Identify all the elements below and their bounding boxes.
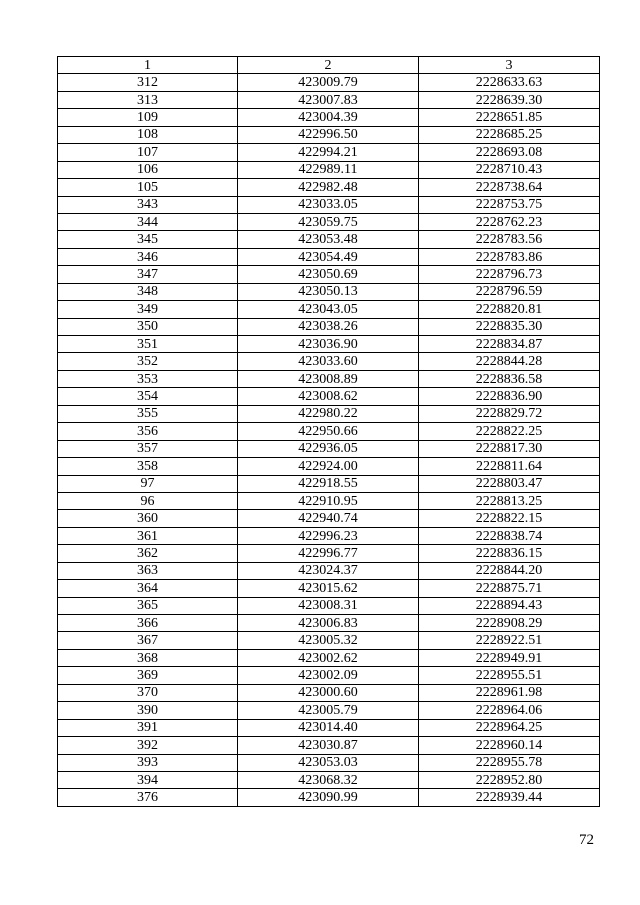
table-cell: 2228955.78	[419, 754, 600, 771]
table-cell: 423008.89	[238, 370, 419, 387]
table-row	[58, 649, 600, 666]
table-row	[58, 353, 600, 370]
table-row	[58, 266, 600, 283]
table-cell: 354	[58, 388, 238, 405]
table-cell: 2228783.56	[419, 231, 600, 248]
table-cell: 2228961.98	[419, 684, 600, 701]
table-cell: 2228838.74	[419, 527, 600, 544]
table-cell: 392	[58, 737, 238, 754]
table-row	[58, 91, 600, 108]
table-cell: 423005.79	[238, 702, 419, 719]
table-row	[58, 126, 600, 143]
table-cell: 423000.60	[238, 684, 419, 701]
table-row	[58, 615, 600, 632]
table-row	[58, 754, 600, 771]
table-cell: 2228633.63	[419, 74, 600, 91]
table-cell: 2228922.51	[419, 632, 600, 649]
table-cell: 376	[58, 789, 238, 806]
table-cell: 422989.11	[238, 161, 419, 178]
table-cell: 347	[58, 266, 238, 283]
table-cell: 108	[58, 126, 238, 143]
table-row	[58, 527, 600, 544]
table-cell: 2228710.43	[419, 161, 600, 178]
table-cell: 423002.09	[238, 667, 419, 684]
table-cell: 96	[58, 492, 238, 509]
table-cell: 393	[58, 754, 238, 771]
table-row	[58, 580, 600, 597]
table-row	[58, 475, 600, 492]
table-row	[58, 301, 600, 318]
table-cell: 422980.22	[238, 405, 419, 422]
table-cell: 357	[58, 440, 238, 457]
table-cell: 360	[58, 510, 238, 527]
table-cell: 107	[58, 144, 238, 161]
table-cell: 361	[58, 527, 238, 544]
table-cell: 2228820.81	[419, 301, 600, 318]
table-cell: 367	[58, 632, 238, 649]
table-cell: 370	[58, 684, 238, 701]
table-row	[58, 684, 600, 701]
table-row	[58, 458, 600, 475]
table-cell: 109	[58, 109, 238, 126]
table-row	[58, 144, 600, 161]
table-cell: 313	[58, 91, 238, 108]
table-row	[58, 283, 600, 300]
table-cell: 423090.99	[238, 789, 419, 806]
table-cell: 2228803.47	[419, 475, 600, 492]
table-cell: 2228964.06	[419, 702, 600, 719]
table-row	[58, 789, 600, 806]
table-cell: 351	[58, 336, 238, 353]
table-body	[58, 57, 600, 807]
table-cell: 422982.48	[238, 179, 419, 196]
table-row	[58, 213, 600, 230]
table-row	[58, 667, 600, 684]
table-cell: 422924.00	[238, 458, 419, 475]
column-header: 1	[58, 57, 238, 74]
table-cell: 2228952.80	[419, 771, 600, 788]
table-cell: 2228829.72	[419, 405, 600, 422]
table-row	[58, 423, 600, 440]
table-row	[58, 702, 600, 719]
table-cell: 422950.66	[238, 423, 419, 440]
table-cell: 2228817.30	[419, 440, 600, 457]
table-cell: 2228894.43	[419, 597, 600, 614]
table-cell: 2228651.85	[419, 109, 600, 126]
table-row	[58, 74, 600, 91]
table-cell: 369	[58, 667, 238, 684]
table-row	[58, 231, 600, 248]
table-cell: 106	[58, 161, 238, 178]
table-cell: 2228762.23	[419, 213, 600, 230]
table-cell: 352	[58, 353, 238, 370]
table-cell: 422910.95	[238, 492, 419, 509]
table-cell: 2228939.44	[419, 789, 600, 806]
table-cell: 422994.21	[238, 144, 419, 161]
table-cell: 423009.79	[238, 74, 419, 91]
table-row	[58, 336, 600, 353]
table-cell: 358	[58, 458, 238, 475]
table-cell: 356	[58, 423, 238, 440]
table-cell: 423014.40	[238, 719, 419, 736]
table-cell: 368	[58, 649, 238, 666]
table-cell: 364	[58, 580, 238, 597]
table-row	[58, 405, 600, 422]
table-cell: 423043.05	[238, 301, 419, 318]
table-cell: 422996.23	[238, 527, 419, 544]
table-row	[58, 719, 600, 736]
table-cell: 423059.75	[238, 213, 419, 230]
table-cell: 423007.83	[238, 91, 419, 108]
table-cell: 422936.05	[238, 440, 419, 457]
table-cell: 423050.69	[238, 266, 419, 283]
table-row	[58, 492, 600, 509]
table-cell: 355	[58, 405, 238, 422]
table-row	[58, 370, 600, 387]
table-row	[58, 179, 600, 196]
table-cell: 423015.62	[238, 580, 419, 597]
page-number: 72	[579, 832, 594, 848]
table-cell: 2228844.20	[419, 562, 600, 579]
table-cell: 423008.31	[238, 597, 419, 614]
table-row	[58, 597, 600, 614]
table-cell: 2228811.64	[419, 458, 600, 475]
column-header: 3	[419, 57, 600, 74]
table-row	[58, 388, 600, 405]
table-cell: 2228836.15	[419, 545, 600, 562]
table-row	[58, 248, 600, 265]
table-cell: 423038.26	[238, 318, 419, 335]
table-row	[58, 632, 600, 649]
table-row	[58, 440, 600, 457]
table-cell: 2228844.28	[419, 353, 600, 370]
table-cell: 2228955.51	[419, 667, 600, 684]
column-header: 2	[238, 57, 419, 74]
table-row	[58, 771, 600, 788]
table-cell: 422996.50	[238, 126, 419, 143]
table-cell: 423054.49	[238, 248, 419, 265]
table-cell: 97	[58, 475, 238, 492]
table-cell: 390	[58, 702, 238, 719]
table-cell: 350	[58, 318, 238, 335]
table-cell: 362	[58, 545, 238, 562]
table-row	[58, 196, 600, 213]
table-cell: 105	[58, 179, 238, 196]
table-cell: 423033.05	[238, 196, 419, 213]
table-cell: 2228836.58	[419, 370, 600, 387]
table-cell: 394	[58, 771, 238, 788]
table-cell: 366	[58, 615, 238, 632]
table-cell: 365	[58, 597, 238, 614]
table-cell: 2228813.25	[419, 492, 600, 509]
table-cell: 348	[58, 283, 238, 300]
table-cell: 345	[58, 231, 238, 248]
table-cell: 353	[58, 370, 238, 387]
table-row	[58, 545, 600, 562]
table-cell: 423053.48	[238, 231, 419, 248]
table-cell: 423004.39	[238, 109, 419, 126]
table-cell: 343	[58, 196, 238, 213]
table-cell: 2228908.29	[419, 615, 600, 632]
table-cell: 422940.74	[238, 510, 419, 527]
table-cell: 422996.77	[238, 545, 419, 562]
table-cell: 423006.83	[238, 615, 419, 632]
table-cell: 2228639.30	[419, 91, 600, 108]
table-cell: 346	[58, 248, 238, 265]
table-cell: 2228875.71	[419, 580, 600, 597]
table-cell: 423008.62	[238, 388, 419, 405]
table-cell: 391	[58, 719, 238, 736]
table-cell: 423024.37	[238, 562, 419, 579]
table-row	[58, 510, 600, 527]
table-cell: 2228835.30	[419, 318, 600, 335]
table-cell: 2228796.59	[419, 283, 600, 300]
table-row	[58, 737, 600, 754]
table-cell: 2228738.64	[419, 179, 600, 196]
table-cell: 2228693.08	[419, 144, 600, 161]
table-cell: 423068.32	[238, 771, 419, 788]
table-cell: 423053.03	[238, 754, 419, 771]
table-header-row	[58, 57, 600, 74]
table-cell: 2228783.86	[419, 248, 600, 265]
table-cell: 422918.55	[238, 475, 419, 492]
table-cell: 363	[58, 562, 238, 579]
table-cell: 423033.60	[238, 353, 419, 370]
table-cell: 2228949.91	[419, 649, 600, 666]
table-cell: 349	[58, 301, 238, 318]
table-cell: 423050.13	[238, 283, 419, 300]
table-cell: 2228685.25	[419, 126, 600, 143]
table-cell: 312	[58, 74, 238, 91]
table-cell: 2228834.87	[419, 336, 600, 353]
table-row	[58, 161, 600, 178]
table-cell: 2228796.73	[419, 266, 600, 283]
table-cell: 2228836.90	[419, 388, 600, 405]
table-cell: 2228964.25	[419, 719, 600, 736]
table-cell: 423030.87	[238, 737, 419, 754]
table-cell: 423002.62	[238, 649, 419, 666]
table-cell: 2228753.75	[419, 196, 600, 213]
table-row	[58, 318, 600, 335]
table-cell: 2228960.14	[419, 737, 600, 754]
table-cell: 2228822.25	[419, 423, 600, 440]
table-row	[58, 109, 600, 126]
table-cell: 344	[58, 213, 238, 230]
coordinates-table	[57, 56, 600, 807]
table-row	[58, 562, 600, 579]
table-cell: 2228822.15	[419, 510, 600, 527]
table-cell: 423036.90	[238, 336, 419, 353]
table-cell: 423005.32	[238, 632, 419, 649]
